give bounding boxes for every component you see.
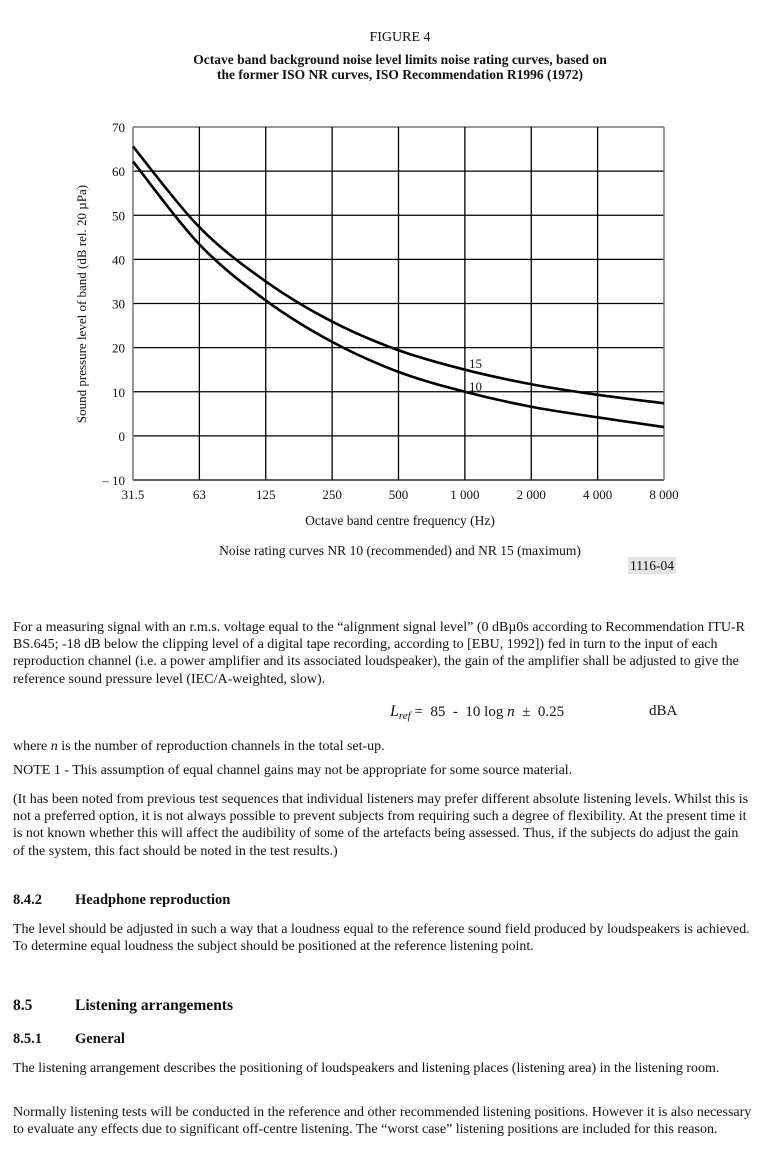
- where-var: n: [50, 739, 58, 754]
- noise-rating-chart: [0, 0, 771, 510]
- x-axis-label: Octave band centre frequency (Hz): [305, 513, 495, 528]
- figure-caption: Noise rating curves NR 10 (recommended) and NR 15 (maximum): [219, 543, 581, 558]
- formula-lhs-subscript: ref: [398, 710, 411, 722]
- section-title: Headphone reproduction: [75, 892, 231, 908]
- formula-var: n: [507, 704, 515, 720]
- figure-number: FIGURE 4: [369, 30, 431, 45]
- y-tick-label: 20: [112, 340, 125, 356]
- section-number: 8.5.1: [13, 1031, 42, 1047]
- paragraph-where-n: [13, 738, 753, 755]
- x-tick-label: 125: [256, 487, 276, 502]
- section-number: 8.5: [13, 997, 33, 1014]
- x-tick-label: 500: [388, 487, 409, 502]
- figure-id: 1116-04: [630, 558, 674, 573]
- y-tick-label: 0: [118, 428, 125, 444]
- x-tick-label: 31.5: [121, 487, 145, 502]
- formula-rhs-b: ± 0.25: [514, 704, 565, 720]
- x-axis-ticks: [122, 487, 679, 502]
- section-heading-8-5: [13, 997, 233, 1015]
- paragraph-listening-arrangement: The listening arrangement describes the positioning of loudspeakers and listening places (listening area) in the listening room.: [13, 1061, 720, 1076]
- x-tick-label: 1 000: [450, 487, 480, 502]
- section-title: General: [75, 1031, 125, 1047]
- y-tick-label: 50: [112, 208, 125, 224]
- y-axis-label: Sound pressure level of band (dB rel. 20 µPa): [74, 184, 89, 424]
- paragraph-listening-positions: Normally listening tests will be conducted in the reference and other recommended listening positions. However it is also necessary to evaluate any effects due to significant off-centre listening. The “worst case” listening positions are included for this reason.: [13, 1105, 752, 1138]
- x-tick-label: 63: [192, 487, 206, 502]
- chart-grid: [133, 127, 664, 480]
- section-number: 8.4.2: [13, 892, 42, 908]
- where-text-a: where: [13, 739, 51, 754]
- section-heading-8-4-2: [13, 892, 230, 909]
- section-heading-8-5-1: [13, 1031, 125, 1048]
- x-tick-label: 4 000: [583, 487, 613, 502]
- curve-label-nr15: 15: [469, 356, 482, 371]
- section-title: Listening arrangements: [75, 997, 234, 1014]
- paragraph-listener-preference: (It has been noted from previous test sequences that individual listeners may prefer different absolute listening levels. Whilst this is not a preferred option, it is not always possible to prevent subjects from requiring such a degree of flexibility. At the present time it is not known whether this will affect the audibility of some of the artefacts being assessed. Thus, if the subjects do adjust the gain of the system, this fact should be noted in the test results.): [13, 792, 749, 859]
- where-text-b: is the number of reproduction channels in the total set-up.: [57, 739, 385, 754]
- paragraph-alignment-signal: For a measuring signal with an r.m.s. voltage equal to the “alignment signal level” (0 dBµ0s according to Recommendation ITU-R BS.645; -18 dB below the clipping level of a digital tape recording, according to [EBU, 1992]) fed in turn to the input of each reproduction channel (i.e. a power amplifier and its associated loudspeaker), the gain of the amplifier shall be adjusted to give the reference sound pressure level (IEC/A-weighted, slow).: [13, 620, 746, 687]
- formula-unit: dBA: [649, 703, 678, 719]
- note-1: NOTE 1 - This assumption of equal channel gains may not be appropriate for some source material.: [13, 763, 573, 778]
- y-tick-label: 30: [112, 296, 125, 312]
- reference-level-formula: [390, 703, 678, 722]
- y-tick-label: 70: [112, 120, 125, 135]
- formula-rhs-a: = 85 - 10 log: [410, 704, 508, 720]
- formula-lhs: L: [390, 703, 399, 720]
- y-tick-label: 40: [112, 252, 125, 268]
- y-tick-label: 10: [112, 384, 125, 400]
- curve-label-nr10: 10: [469, 379, 482, 394]
- paragraph-headphone-level: The level should be adjusted in such a way that a loudness equal to the reference sound field produced by loudspeakers is achieved. To determine equal loudness the subject should be positioned at the reference listening point.: [13, 922, 750, 955]
- x-tick-label: 2 000: [516, 487, 546, 502]
- figure-title-line-2: the former ISO NR curves, ISO Recommendation R1996 (1972): [216, 67, 584, 82]
- x-tick-label: 8 000: [649, 487, 679, 502]
- y-tick-label: 60: [112, 164, 125, 180]
- x-tick-label: 250: [322, 487, 342, 502]
- figure-title-line-1: Octave band background noise level limits noise rating curves, based on: [193, 52, 607, 67]
- y-axis-ticks: [101, 120, 125, 488]
- y-tick-label: – 10: [102, 473, 125, 488]
